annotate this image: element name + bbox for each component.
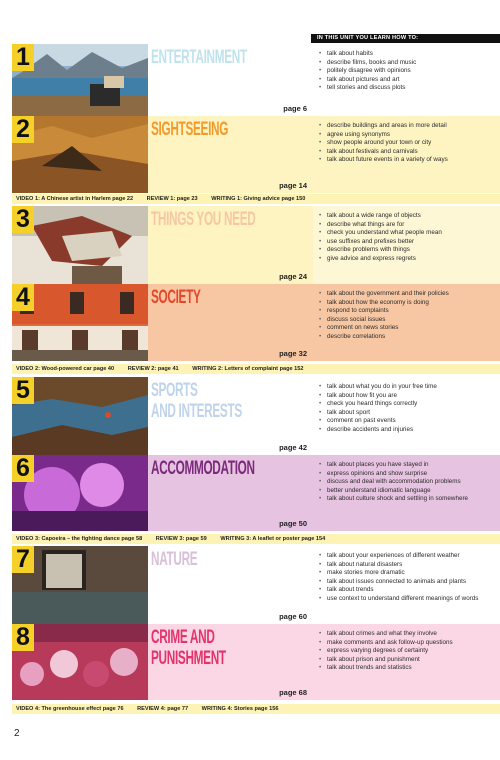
- unit-6-band: [148, 455, 313, 531]
- objective: • discuss social issues: [318, 316, 500, 325]
- objective: • describe buildings and areas in more detail: [318, 122, 500, 131]
- unit-8-objectives: [313, 624, 500, 700]
- unit-2-title: SIGHTSEEING: [151, 119, 229, 140]
- objective: • talk about future events in a variety of ways: [318, 156, 500, 165]
- unit-5-number: 5: [12, 377, 34, 404]
- unit-4-title: SOCIETY: [151, 287, 201, 308]
- unit-5-page: page 42: [279, 443, 307, 452]
- writing-link: WRITING 2: Letters of complaint page 152: [192, 366, 304, 372]
- objective: • talk about your experiences of different weather: [318, 552, 500, 561]
- objective: • express opinions and show surprise: [318, 470, 500, 479]
- unit-5-title-line-1: SPORTS: [151, 380, 198, 401]
- unit-8-number: 8: [12, 624, 34, 651]
- unit-3-objectives: [313, 206, 500, 284]
- review-link: REVIEW 3: page 59: [155, 536, 207, 542]
- objective: • describe accidents and injuries: [318, 426, 500, 435]
- objective: • describe correlations: [318, 333, 500, 342]
- video-bar-2: [12, 364, 500, 374]
- objective: • make stories more dramatic: [318, 569, 500, 578]
- unit-2-number: 2: [12, 116, 34, 143]
- unit-8: [12, 624, 500, 700]
- objective: • talk about festivals and carnivals: [318, 148, 500, 157]
- unit-1-band: [148, 44, 313, 116]
- page-number: 2: [14, 728, 20, 739]
- video-link: VIDEO 4: The greenhouse effect page 76: [16, 706, 124, 712]
- unit-4: [12, 284, 500, 361]
- video-link: VIDEO 2: Wood-powered car page 40: [16, 366, 115, 372]
- objective: • politely disagree with opinions: [318, 67, 500, 76]
- review-link: REVIEW 2: page 41: [127, 366, 179, 372]
- unit-2-page: page 14: [279, 181, 307, 190]
- objective: • describe problems with things: [318, 246, 500, 255]
- unit-5-title-line-2: AND INTERESTS: [151, 401, 242, 422]
- objective: • talk about trends and statistics: [318, 664, 500, 673]
- unit-6-page: page 50: [279, 519, 307, 528]
- objective: • tell stories and discuss plots: [318, 84, 500, 93]
- unit-8-band: [148, 624, 313, 700]
- unit-1-number: 1: [12, 44, 34, 71]
- objective: • make comments and ask follow-up questions: [318, 639, 500, 648]
- unit-8-page: page 68: [279, 688, 307, 697]
- unit-1-title: ENTERTAINMENT: [151, 47, 247, 68]
- unit-6: [12, 455, 500, 531]
- video-bar-1: [12, 194, 500, 204]
- objective: • talk about trends: [318, 586, 500, 595]
- objective: • better understand idiomatic language: [318, 487, 500, 496]
- unit-3-title: THINGS YOU NEED: [151, 209, 256, 230]
- unit-4-band: [148, 284, 313, 361]
- objective: • use context to understand different meanings of words: [318, 595, 500, 604]
- video-link: VIDEO 1: A Chinese artist in Harlem page 22: [16, 196, 134, 202]
- objective: • show people around your town or city: [318, 139, 500, 148]
- objective: • talk about sport: [318, 409, 500, 418]
- unit-1-objectives: [313, 44, 500, 116]
- objective: • comment on news stories: [318, 324, 500, 333]
- review-link: REVIEW 1: page 23: [146, 196, 198, 202]
- unit-3-page: page 24: [279, 272, 307, 281]
- unit-1: [12, 44, 500, 116]
- unit-2-objectives: [313, 116, 500, 193]
- unit-7: [12, 546, 500, 624]
- video-bar-3: [12, 534, 500, 544]
- objective: • discuss and deal with accommodation problems: [318, 478, 500, 487]
- unit-7-title: NATURE: [151, 549, 198, 570]
- video-bar-4: [12, 704, 500, 714]
- objective: • talk about pictures and art: [318, 76, 500, 85]
- video-link: VIDEO 3: Capoeira – the fighting dance page 58: [16, 536, 143, 542]
- section-header: IN THIS UNIT YOU LEARN HOW TO:: [311, 34, 500, 43]
- unit-4-objectives: [313, 284, 500, 361]
- objective: • describe films, books and music: [318, 59, 500, 68]
- objective: • talk about how fit you are: [318, 392, 500, 401]
- unit-7-number: 7: [12, 546, 34, 573]
- writing-link: WRITING 1: Giving advice page 150: [211, 196, 306, 202]
- unit-1-page: page 6: [283, 104, 307, 113]
- objective: • talk about crimes and what they involve: [318, 630, 500, 639]
- objective: • describe what things are for: [318, 221, 500, 230]
- unit-5-title: [151, 380, 242, 422]
- objective: • talk about issues connected to animals and plants: [318, 578, 500, 587]
- objective: • check you heard things correctly: [318, 400, 500, 409]
- objective: • talk about places you have stayed in: [318, 461, 500, 470]
- unit-6-number: 6: [12, 455, 34, 482]
- objective: • give advice and express regrets: [318, 255, 500, 264]
- objective: • talk about how the economy is doing: [318, 299, 500, 308]
- unit-7-band: [148, 546, 313, 624]
- review-link: REVIEW 4: page 77: [137, 706, 189, 712]
- unit-6-objectives: [313, 455, 500, 531]
- unit-4-page: page 32: [279, 349, 307, 358]
- unit-3-number: 3: [12, 206, 34, 233]
- unit-8-title-line-1: CRIME AND: [151, 627, 215, 648]
- unit-4-number: 4: [12, 284, 34, 311]
- writing-link: WRITING 3: A leaflet or poster page 154: [220, 536, 326, 542]
- unit-7-page: page 60: [279, 612, 307, 621]
- unit-5-objectives: [313, 377, 500, 455]
- objective: • express varying degrees of certainty: [318, 647, 500, 656]
- objective: • agree using synonyms: [318, 131, 500, 140]
- unit-6-title: ACCOMMODATION: [151, 458, 255, 479]
- objective: • talk about the government and their policies: [318, 290, 500, 299]
- objective: • talk about a wide range of objects: [318, 212, 500, 221]
- unit-5-band: [148, 377, 313, 455]
- unit-2: [12, 116, 500, 193]
- objective: • talk about habits: [318, 50, 500, 59]
- objective: • respond to complaints: [318, 307, 500, 316]
- unit-7-objectives: [313, 546, 500, 624]
- objective: • check you understand what people mean: [318, 229, 500, 238]
- unit-3: [12, 206, 500, 284]
- unit-2-band: [148, 116, 313, 193]
- objective: • talk about what you do in your free time: [318, 383, 500, 392]
- unit-3-band: [148, 206, 313, 284]
- objective: • talk about culture shock and settling in somewhere: [318, 495, 500, 504]
- unit-8-title: [151, 627, 226, 669]
- objective: • talk about natural disasters: [318, 561, 500, 570]
- objective: • comment on past events: [318, 417, 500, 426]
- objective: • talk about prison and punishment: [318, 656, 500, 665]
- objective: • use suffixes and prefixes better: [318, 238, 500, 247]
- writing-link: WRITING 4: Stories page 156: [201, 706, 279, 712]
- unit-5: [12, 377, 500, 455]
- unit-8-title-line-2: PUNISHMENT: [151, 648, 226, 669]
